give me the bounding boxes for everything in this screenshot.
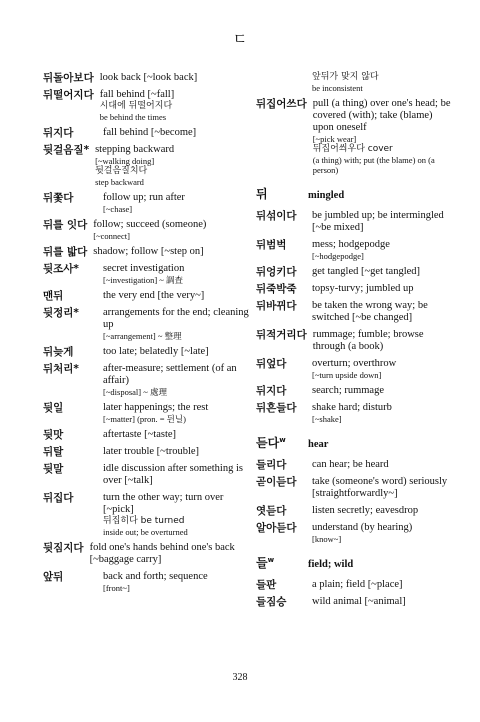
entry-headword: 뒤지다 [256, 385, 287, 397]
dictionary-entry [43, 571, 251, 593]
left-column [43, 72, 251, 598]
dictionary-entry [43, 463, 251, 487]
definition-text: be taken the wrong way; be switched [~be changed] [312, 300, 428, 323]
section-header-mingled [256, 185, 456, 202]
entry-headword: 곧이듣다 [256, 476, 297, 488]
dictionary-entry [256, 210, 456, 234]
entry-definition [99, 307, 251, 341]
definition-text: be jumbled up; be intermingled [~be mixed] [312, 210, 444, 233]
definition-text: shake hard; disturb [312, 402, 392, 413]
definition-text: too late; belatedly [~late] [103, 346, 209, 357]
example-gloss: be inconsistent [312, 83, 363, 93]
etymology-note: [~matter] (pron. = 뒨닐) [103, 414, 186, 424]
dictionary-entry [43, 363, 251, 397]
entry-headword: 뒷말 [43, 463, 64, 475]
entry-headword: 뒷조사* [43, 263, 79, 275]
entry-definition [96, 72, 251, 84]
entry-definition [96, 89, 251, 122]
definition-text: follow up; run after [103, 192, 185, 203]
entry-headword: 들리다 [256, 459, 287, 471]
entry-headword: 뒤처리* [43, 363, 79, 375]
dictionary-entry [43, 263, 251, 285]
section-headword: 뒤 [256, 187, 268, 201]
entry-definition [99, 402, 251, 424]
etymology-note: [~arrangement] ~ 整理 [103, 331, 182, 341]
entry-headword: 뒤엉키다 [256, 266, 297, 278]
definition-text: fall behind [~fall] [99, 89, 175, 100]
entry-headword: 뒤늦게 [43, 346, 74, 358]
definition-text: overturn; overthrow [312, 358, 397, 369]
entry-headword: 들짐승 [256, 596, 287, 608]
entry-headword: 뒤지다 [43, 127, 74, 139]
definition-text: mess; hodgepodge [312, 239, 390, 250]
etymology-note: [~pick wear] [312, 134, 357, 144]
dictionary-entry [256, 300, 456, 324]
section-headword: 듣다$^w$ [256, 436, 286, 450]
definition-text: shadow; follow [~step on] [93, 246, 204, 257]
definition-text: later trouble [~trouble] [103, 446, 200, 457]
dictionary-entry [43, 290, 251, 302]
definition-text: listen secretly; eavesdrop [312, 505, 419, 516]
example-korean: 뒤집히다 be turned [103, 516, 185, 526]
entry-headword: 뒤범벅 [256, 239, 287, 251]
dictionary-entry [256, 283, 456, 295]
dictionary-entry [43, 192, 251, 214]
dictionary-entry [43, 219, 251, 241]
entry-headword: 뒤섞이다 [256, 210, 297, 222]
dictionary-entry [256, 579, 456, 591]
entry-headword: 뒷일 [43, 402, 64, 414]
entry-headword: 뒷짐지다 [43, 542, 84, 554]
definition-text: back and forth; sequence [103, 571, 208, 582]
definition-text: after-measure; settlement (of an affair) [103, 363, 237, 386]
definition-text: arrangements for the end; cleaning up [103, 307, 249, 330]
etymology-note: [~investigation] ~ 調査 [103, 275, 184, 285]
example-korean: 뒤집어씌우다 cover [312, 144, 393, 154]
definition-text: secret investigation [103, 263, 185, 274]
dictionary-entry [43, 446, 251, 458]
definition-text: aftertaste [~taste] [103, 429, 177, 440]
dictionary-entry [256, 476, 456, 500]
section-header-hear [256, 434, 456, 451]
dictionary-entry [43, 127, 251, 139]
definition-text: topsy-turvy; jumbled up [312, 283, 414, 294]
entry-definition [99, 290, 251, 302]
entry-definition [91, 144, 251, 187]
entry-definition [308, 402, 456, 424]
entry-definition [308, 72, 456, 93]
etymology-note: [~walking doing] [95, 156, 155, 166]
definition-text: can hear; be heard [312, 459, 389, 470]
definition-text: look back [~look back] [99, 72, 198, 83]
entry-headword: 뒤적거리다 [256, 329, 307, 341]
section-headword: 들$^w$ [256, 556, 275, 570]
section-title: hear [308, 439, 329, 450]
section-title: mingled [308, 190, 345, 201]
entry-headword [256, 72, 308, 93]
dictionary-entry [43, 89, 251, 122]
entry-definition [308, 596, 456, 608]
entry-headword: 들판 [256, 579, 277, 591]
etymology-note: [~connect] [93, 231, 130, 241]
entry-headword: 뒷정리* [43, 307, 79, 319]
dictionary-entry [256, 402, 456, 424]
entry-definition [308, 522, 456, 544]
etymology-note: [know~] [312, 534, 342, 544]
entry-headword: 뒤돌아보다 [43, 72, 94, 84]
entry-headword: 뒤엎다 [256, 358, 287, 370]
entry-definition [99, 192, 251, 214]
entry-definition [86, 542, 251, 566]
entry-definition [99, 127, 251, 139]
dictionary-entry [43, 72, 251, 84]
dictionary-entry [256, 522, 456, 544]
example-korean: 시대에 뒤떨어지다 [99, 101, 173, 111]
etymology-note: [~hodgepodge] [312, 251, 364, 261]
entry-definition [308, 579, 456, 591]
dictionary-entry [256, 72, 456, 93]
entry-definition [308, 283, 456, 295]
right-column [256, 72, 456, 613]
dictionary-entry [43, 346, 251, 358]
example-korean: 앞뒤가 맞지 않다 [312, 72, 379, 82]
entry-headword: 뒤바뀌다 [256, 300, 297, 312]
dictionary-entry [43, 492, 251, 537]
entry-definition [89, 246, 251, 258]
definition-text: follow; succeed (someone) [93, 219, 207, 230]
entry-headword: 뒤떨어지다 [43, 89, 94, 101]
entry-definition [308, 210, 456, 234]
dictionary-entry [43, 144, 251, 187]
etymology-note: [~shake] [312, 414, 342, 424]
entry-definition [309, 98, 456, 175]
definition-text: take (someone's word) seriously [straightforwardly~] [312, 476, 448, 499]
dictionary-entry [256, 459, 456, 471]
entry-definition [308, 300, 456, 324]
section-header-field [256, 554, 456, 571]
example-gloss: inside out; be overturned [103, 527, 188, 537]
definition-text: pull (a thing) over one's head; be covered (with); take (blame) upon oneself [312, 98, 451, 133]
definition-text: search; rummage [312, 385, 385, 396]
dictionary-entry [256, 596, 456, 608]
definition-text: get tangled [~get tangled] [312, 266, 421, 277]
entry-headword: 앞뒤 [43, 571, 64, 583]
entry-definition [309, 329, 456, 353]
entry-headword: 엿듣다 [256, 505, 287, 517]
page-header-letter: ㄷ [232, 32, 248, 48]
definition-text: turn the other way; turn over [~pick] [103, 492, 224, 515]
entry-headword: 맨뒤 [43, 290, 64, 302]
entry-definition [99, 446, 251, 458]
dictionary-entry [43, 307, 251, 341]
entry-definition [308, 239, 456, 261]
entry-headword: 뒤를 밟다 [43, 246, 88, 258]
definition-text: stepping backward [95, 144, 175, 155]
definition-text: rummage; fumble; browse through (a book) [312, 329, 424, 352]
entry-definition [99, 571, 251, 593]
definition-text: wild animal [~animal] [312, 596, 406, 607]
entry-headword: 알아듣다 [256, 522, 297, 534]
dictionary-entry [43, 246, 251, 258]
entry-definition [89, 219, 251, 241]
definition-text: idle discussion after something is over [~talk] [103, 463, 243, 486]
page-number: 328 [232, 672, 248, 683]
dictionary-entry [43, 402, 251, 424]
entry-headword: 뒤탈 [43, 446, 64, 458]
entry-definition [99, 492, 251, 537]
entry-definition [99, 346, 251, 358]
entry-definition [308, 385, 456, 397]
entry-definition [99, 363, 251, 397]
dictionary-entry [256, 329, 456, 353]
dictionary-entry [256, 266, 456, 278]
entry-definition [308, 358, 456, 380]
section-title: field; wild [308, 559, 354, 570]
etymology-note: [front~] [103, 583, 130, 593]
entry-definition [99, 429, 251, 441]
dictionary-entry [256, 385, 456, 397]
example-gloss: be behind the times [99, 112, 167, 122]
entry-headword: 뒷걸음질* [43, 144, 90, 156]
entry-headword: 뒤죽박죽 [256, 283, 297, 295]
entry-headword: 뒤를 잇다 [43, 219, 88, 231]
entry-headword: 뒤흔들다 [256, 402, 297, 414]
entry-headword: 뒷맛 [43, 429, 64, 441]
entry-definition [308, 459, 456, 471]
entry-headword: 뒤집다 [43, 492, 74, 504]
dictionary-entry [256, 239, 456, 261]
entry-definition [308, 505, 456, 517]
entry-definition [308, 476, 456, 500]
entry-definition [99, 463, 251, 487]
example-gloss: step backward [95, 177, 144, 187]
dictionary-entry [256, 505, 456, 517]
dictionary-entry [256, 98, 456, 175]
entry-definition [99, 263, 251, 285]
entry-definition [308, 266, 456, 278]
entry-headword: 뒤쫓다 [43, 192, 74, 204]
example-gloss: (a thing) with; put (the blame) on (a person) [312, 155, 435, 175]
example-korean: 뒷걸음질치다 [95, 166, 148, 176]
etymology-note: [~turn upside down] [312, 370, 382, 380]
definition-text: a plain; field [~place] [312, 579, 403, 590]
definition-text: later happenings; the rest [103, 402, 209, 413]
entry-headword: 뒤집어쓰다 [256, 98, 307, 110]
etymology-note: [~disposal] ~ 處理 [103, 387, 167, 397]
dictionary-entry [256, 358, 456, 380]
definition-text: fall behind [~become] [103, 127, 197, 138]
dictionary-entry [43, 429, 251, 441]
definition-text: understand (by hearing) [312, 522, 413, 533]
etymology-note: [~chase] [103, 204, 133, 214]
definition-text: the very end [the very~] [103, 290, 205, 301]
definition-text: fold one's hands behind one's back [~baggage carry] [89, 542, 235, 565]
dictionary-entry [43, 542, 251, 566]
